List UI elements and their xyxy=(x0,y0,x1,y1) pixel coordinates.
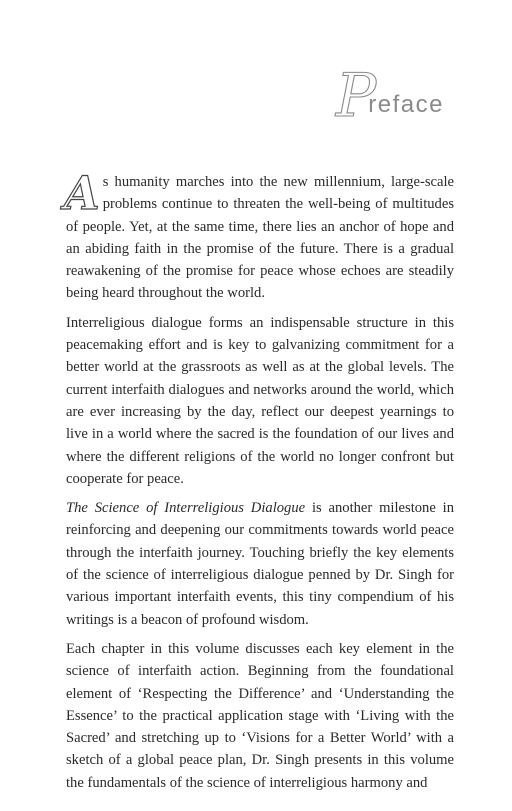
heading-ornamental-capital: P xyxy=(335,61,377,131)
book-title: The Science of Interreligious Dialogue xyxy=(66,500,306,517)
paragraph-1 xyxy=(64,166,454,305)
drop-cap: A xyxy=(64,166,100,220)
paragraph-1-text: s humanity marches into the new millennium, large-scale problems continue to threaten the well-being of multitudes of people. Yet, at the same time, there lies an anchor of hope and an abiding faith in the promise of the future. There is a gradual reawakening of the promise for peace whose echoes are steadily being heard throughout the world. xyxy=(66,174,454,302)
body-text xyxy=(64,166,454,801)
paragraph-3 xyxy=(66,497,454,631)
paragraph-3-text: is another milestone in reinforcing and deepening our commitments towards world peace through the interfaith journey. Touching briefly the key elements of the science of interreligious dialogue penned by Dr. Singh for various important interfaith events, this tiny compendium of his writings is a beacon of profound wisdom. xyxy=(66,500,454,628)
page-heading xyxy=(335,61,444,131)
paragraph-4: Each chapter in this volume discusses each key element in the science of interfaith action. Beginning from the foundational element of ‘Respecting the Difference’ and ‘Understanding the Essence’ to the practical application stage with ‘Living with the Sacred’ and stretching up to ‘Visions for a Better World’ with a sketch of a global peace plan, Dr. Singh presents in this volume the fundamentals of the science of interreligious harmony and xyxy=(66,640,454,791)
paragraph-2: Interreligious dialogue forms an indispensable structure in this peacemaking effort and is key to galvanizing commitment for a better world at the grassroots as well as at the global levels. The current interfaith dialogues and networks around the world, which are ever increasing by the day, reflect our deepest yearnings to live in a world where the sacred is the foundation of our lives and where the different religions of the world no longer confront but cooperate for peace. xyxy=(66,314,454,487)
heading-text: reface xyxy=(368,91,444,118)
